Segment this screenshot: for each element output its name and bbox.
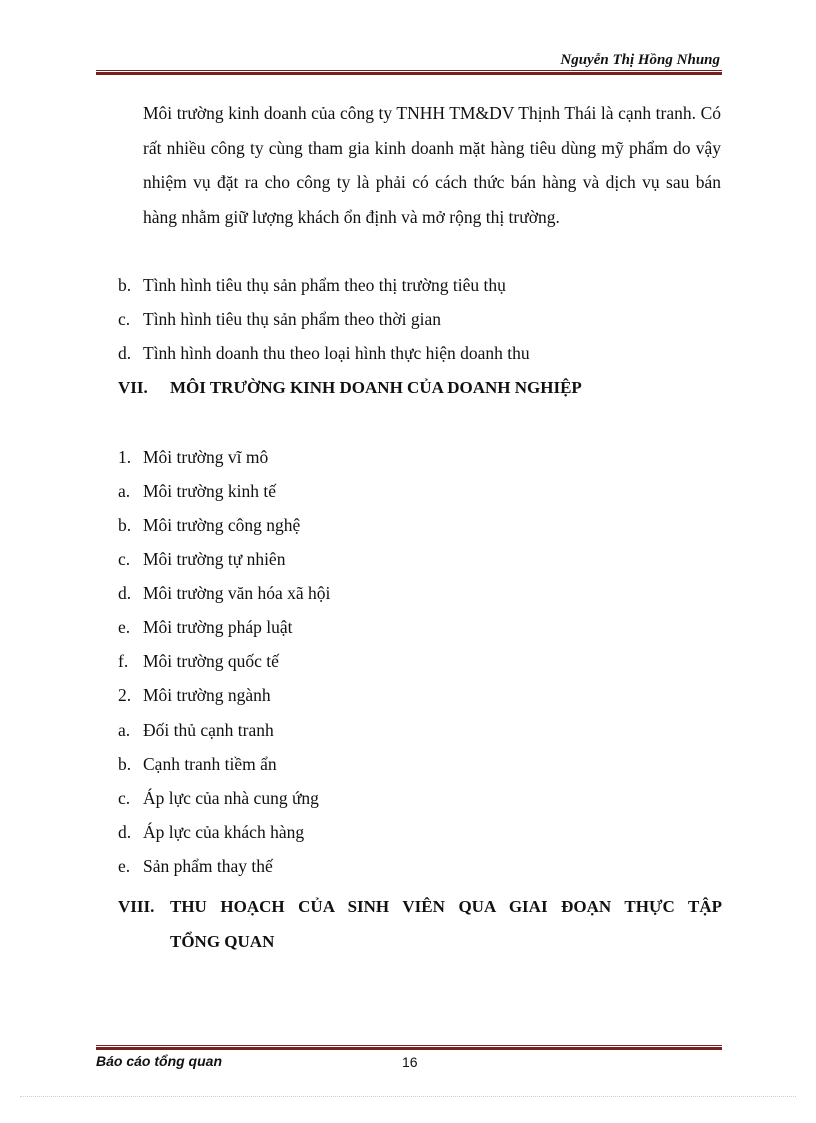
- section-title-line1: THU HOẠCH CỦA SINH VIÊN QUA GIAI ĐOẠN THỰC TẬP: [170, 897, 722, 916]
- list-item: [118, 719, 274, 741]
- section-title-line2: TỔNG QUAN: [170, 932, 275, 951]
- list-marker: f.: [118, 651, 129, 671]
- section-heading-viii: [118, 889, 722, 959]
- list-text: Môi trường tự nhiên: [143, 549, 286, 569]
- list-text: Tình hình doanh thu theo loại hình thực hiện doanh thu: [143, 343, 530, 363]
- list-marker: d.: [118, 822, 132, 842]
- footer-rule: [96, 1045, 722, 1050]
- section-title: MÔI TRƯỜNG KINH DOANH CỦA DOANH NGHIỆP: [170, 378, 582, 397]
- list-marker: b.: [118, 275, 132, 295]
- list-marker: c.: [118, 309, 131, 329]
- list-marker: 1.: [118, 447, 132, 467]
- list-text: Tình hình tiêu thụ sản phẩm theo thị trường tiêu thụ: [143, 275, 506, 295]
- list-marker: a.: [118, 481, 131, 501]
- list-item: [118, 548, 285, 570]
- header-author: Nguyễn Thị Hồng Nhung: [560, 52, 720, 68]
- list-item: [118, 855, 273, 877]
- page-edge-divider: [20, 1096, 796, 1097]
- page-number: 16: [402, 1054, 418, 1070]
- footer-title: Báo cáo tổng quan: [96, 1053, 222, 1069]
- list-item: [118, 787, 319, 809]
- list-item: [118, 821, 304, 843]
- list-item: [118, 342, 530, 364]
- section-number: VII.: [118, 378, 148, 397]
- list-marker: c.: [118, 549, 131, 569]
- list-text: Môi trường vĩ mô: [143, 447, 269, 467]
- list-text: Đối thủ cạnh tranh: [143, 720, 274, 740]
- list-text: Cạnh tranh tiềm ẩn: [143, 754, 277, 774]
- list-text: Môi trường công nghệ: [143, 515, 301, 535]
- list-item: [118, 650, 279, 672]
- list-item: [118, 308, 441, 330]
- list-text: Môi trường văn hóa xã hội: [143, 583, 331, 603]
- list-marker: a.: [118, 720, 131, 740]
- list-item: [118, 274, 506, 296]
- list-marker: e.: [118, 856, 131, 876]
- intro-paragraph: Môi trường kinh doanh của công ty TNHH TM&DV Thịnh Thái là cạnh tranh. Có rất nhiều công ty cùng tham gia kinh doanh mặt hàng tiêu dùng mỹ phẩm do vậy nhiệm vụ đặt ra cho công ty là phải có cách thức bán hàng và dịch vụ sau bán hàng nhằm giữ lượng khách ổn định và mở rộng thị trường.: [143, 103, 721, 227]
- list-text: Môi trường ngành: [143, 685, 271, 705]
- header-rule: [96, 70, 722, 75]
- list-item: [118, 446, 268, 468]
- list-marker: b.: [118, 754, 132, 774]
- list-text: Áp lực của nhà cung ứng: [143, 788, 319, 808]
- list-text: Sản phẩm thay thế: [143, 856, 273, 876]
- list-item: [118, 684, 271, 706]
- section-heading-vii: [118, 377, 582, 399]
- list-text: Môi trường pháp luật: [143, 617, 293, 637]
- list-marker: e.: [118, 617, 131, 637]
- list-item: [118, 514, 300, 536]
- list-text: Tình hình tiêu thụ sản phẩm theo thời gian: [143, 309, 441, 329]
- list-item: [118, 582, 330, 604]
- list-marker: d.: [118, 343, 132, 363]
- list-text: Áp lực của khách hàng: [143, 822, 305, 842]
- list-item: [118, 480, 276, 502]
- list-text: Môi trường quốc tế: [143, 651, 279, 671]
- list-item: [118, 753, 277, 775]
- list-marker: d.: [118, 583, 132, 603]
- list-marker: 2.: [118, 685, 132, 705]
- section-number: VIII.: [118, 897, 155, 916]
- list-text: Môi trường kinh tế: [143, 481, 276, 501]
- list-marker: c.: [118, 788, 131, 808]
- list-item: [118, 616, 293, 638]
- list-marker: b.: [118, 515, 132, 535]
